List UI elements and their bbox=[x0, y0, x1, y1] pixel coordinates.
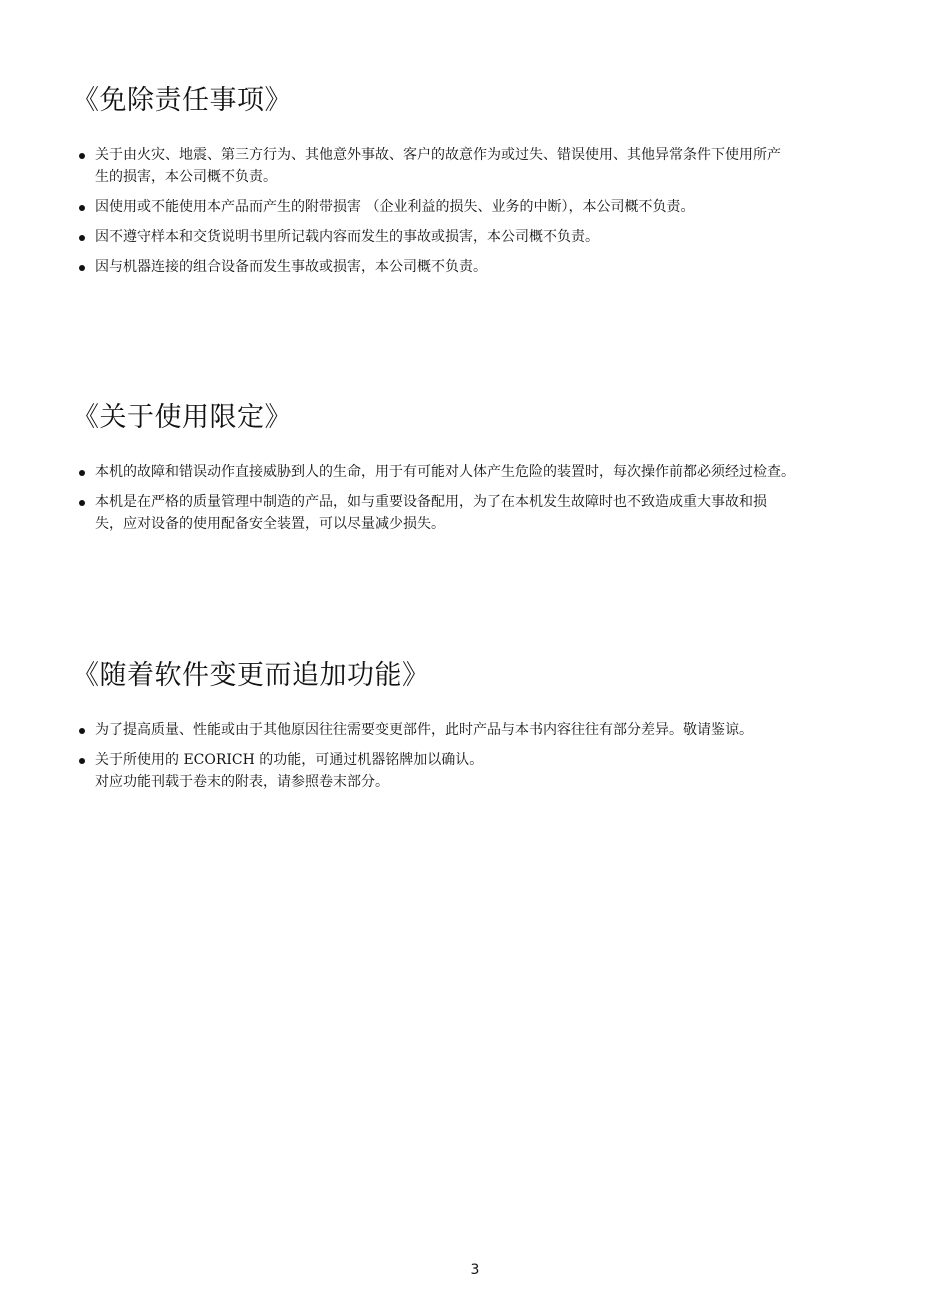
list-item bbox=[95, 461, 877, 483]
list-item-text: 失，应对设备的使用配备安全装置，可以尽量减少损失。 bbox=[95, 516, 445, 532]
section-software-changes bbox=[72, 659, 877, 801]
page-number: 3 bbox=[470, 1262, 480, 1278]
list-item bbox=[95, 196, 877, 218]
bullet-list bbox=[72, 144, 877, 278]
list-item bbox=[95, 226, 877, 248]
section-title: 《随着软件变更而追加功能》 bbox=[72, 660, 430, 691]
list-item-text: 本机是在严格的质量管理中制造的产品，如与重要设备配用，为了在本机发生故障时也不致造成重大事故和损 bbox=[95, 494, 767, 510]
section-title: 《关于使用限定》 bbox=[72, 402, 292, 433]
list-item-text: 本机的故障和错误动作直接威胁到人的生命，用于有可能对人体产生危险的装置时，每次操作前都必须经过检查。 bbox=[95, 464, 795, 480]
list-item-text: 关于由火灾、地震、第三方行为、其他意外事故、客户的故意作为或过失、错误使用、其他异常条件下使用所产 bbox=[95, 147, 781, 163]
section-usage-limits bbox=[72, 401, 877, 543]
list-item-text: 对应功能刊载于卷末的附表，请参照卷末部分。 bbox=[95, 774, 389, 790]
list-item-text: 因不遵守样本和交货说明书里所记载内容而发生的事故或损害，本公司概不负责。 bbox=[95, 229, 599, 245]
list-item bbox=[95, 144, 877, 188]
list-item bbox=[95, 749, 877, 793]
bullet-list bbox=[72, 719, 877, 793]
section-title: 《免除责任事项》 bbox=[72, 85, 292, 116]
list-item bbox=[95, 256, 877, 278]
bullet-list bbox=[72, 461, 877, 535]
list-item-text: 关于所使用的 ECORICH 的功能，可通过机器铭牌加以确认。 bbox=[95, 752, 484, 768]
list-item bbox=[95, 491, 877, 535]
list-item-text: 因使用或不能使用本产品而产生的附带损害 （企业利益的损失、业务的中断），本公司概不负责。 bbox=[95, 199, 695, 215]
list-item-text: 因与机器连接的组合设备而发生事故或损害，本公司概不负责。 bbox=[95, 259, 487, 275]
section-disclaimer bbox=[72, 84, 877, 286]
list-item bbox=[95, 719, 877, 741]
list-item-text: 为了提高质量、性能或由于其他原因往往需要变更部件，此时产品与本书内容往往有部分差异。敬请鉴谅。 bbox=[95, 722, 753, 738]
list-item-text: 生的损害，本公司概不负责。 bbox=[95, 169, 277, 185]
